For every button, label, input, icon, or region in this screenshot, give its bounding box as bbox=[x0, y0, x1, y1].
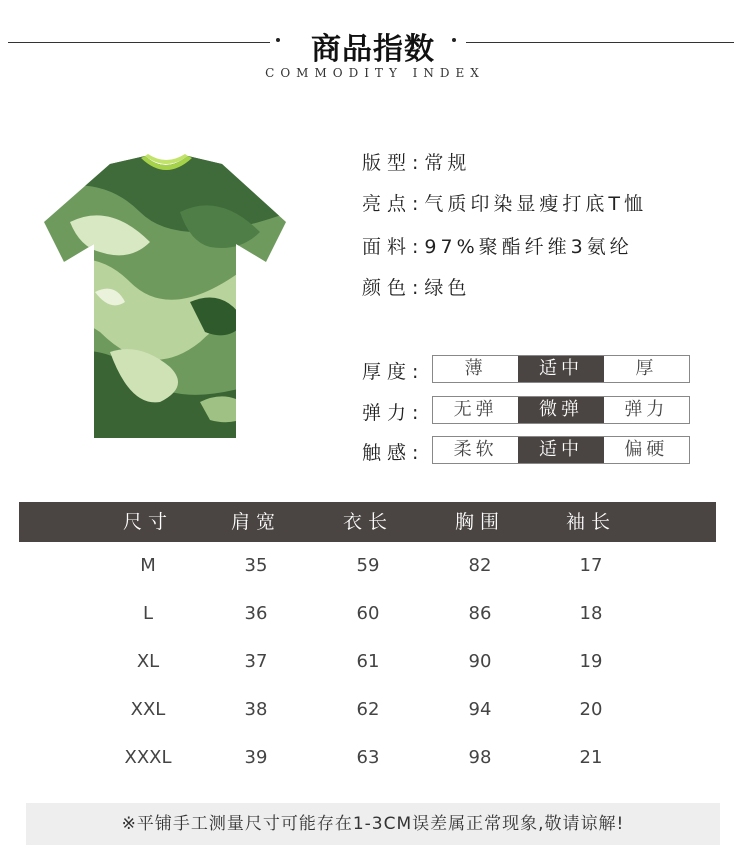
cell-sleeve: 17 bbox=[579, 555, 603, 576]
info-fit bbox=[362, 148, 470, 175]
cell-length: 61 bbox=[356, 651, 380, 672]
info-color-label: 颜色: bbox=[362, 277, 425, 299]
scale-option: 偏硬 bbox=[624, 439, 669, 460]
header-size: 尺寸 bbox=[122, 511, 173, 533]
cell-length: 63 bbox=[356, 747, 380, 768]
scale-thickness-options bbox=[432, 355, 690, 383]
cell-chest: 86 bbox=[468, 603, 492, 624]
cell-size: XL bbox=[136, 651, 160, 672]
header-dot-left bbox=[276, 38, 280, 42]
scale-thickness-label: 厚度: bbox=[362, 361, 425, 383]
product-image bbox=[40, 152, 290, 444]
cell-chest: 82 bbox=[468, 555, 492, 576]
header-length: 衣长 bbox=[342, 511, 393, 533]
info-fit-value: 常规 bbox=[424, 152, 471, 174]
table-row bbox=[19, 590, 716, 638]
info-highlight bbox=[362, 189, 647, 216]
scale-option: 无弹 bbox=[453, 399, 498, 420]
table-row bbox=[19, 686, 716, 734]
cell-size: L bbox=[142, 603, 154, 624]
scale-option-selected: 微弹 bbox=[518, 397, 603, 423]
cell-sleeve: 19 bbox=[579, 651, 603, 672]
size-table-header bbox=[19, 502, 716, 542]
table-row bbox=[19, 542, 716, 590]
cell-shoulder: 38 bbox=[244, 699, 268, 720]
scale-option-selected: 适中 bbox=[518, 437, 603, 463]
size-table bbox=[19, 502, 716, 782]
info-color bbox=[362, 273, 470, 300]
info-fabric-label: 面料: bbox=[362, 236, 425, 258]
cell-length: 60 bbox=[356, 603, 380, 624]
page-title: 商品指数 bbox=[311, 32, 435, 67]
cell-shoulder: 36 bbox=[244, 603, 268, 624]
cell-sleeve: 20 bbox=[579, 699, 603, 720]
cell-shoulder: 37 bbox=[244, 651, 268, 672]
table-row bbox=[19, 734, 716, 782]
scale-option: 柔软 bbox=[453, 439, 498, 460]
scale-option: 厚 bbox=[635, 358, 658, 379]
scale-elasticity-label: 弹力: bbox=[362, 402, 425, 424]
cell-size: M bbox=[140, 555, 156, 576]
scale-option: 弹力 bbox=[624, 399, 669, 420]
cell-size: XXL bbox=[130, 699, 166, 720]
info-fabric-value: 97%聚酯纤维3氨纶 bbox=[424, 236, 633, 258]
table-row bbox=[19, 638, 716, 686]
info-fit-label: 版型: bbox=[362, 152, 425, 174]
cell-sleeve: 18 bbox=[579, 603, 603, 624]
cell-shoulder: 39 bbox=[244, 747, 268, 768]
scale-touch-options bbox=[432, 436, 690, 464]
scale-option: 薄 bbox=[464, 358, 487, 379]
page-subtitle: COMMODITY INDEX bbox=[265, 66, 485, 80]
header-sleeve: 袖长 bbox=[565, 511, 616, 533]
cell-chest: 94 bbox=[468, 699, 492, 720]
scale-elasticity-options bbox=[432, 396, 690, 424]
info-highlight-value: 气质印染显瘦打底T恤 bbox=[424, 193, 648, 215]
header-divider-left bbox=[8, 42, 270, 43]
info-color-value: 绿色 bbox=[424, 277, 471, 299]
header-chest: 胸围 bbox=[454, 511, 505, 533]
cell-length: 59 bbox=[356, 555, 380, 576]
cell-size: XXXL bbox=[124, 747, 172, 768]
scale-option-selected: 适中 bbox=[518, 356, 603, 382]
header-dot-right bbox=[452, 38, 456, 42]
measurement-note: ※平铺手工测量尺寸可能存在1-3CM误差属正常现象,敬请谅解! bbox=[26, 803, 720, 845]
cell-sleeve: 21 bbox=[579, 747, 603, 768]
cell-chest: 98 bbox=[468, 747, 492, 768]
header-shoulder: 肩宽 bbox=[230, 511, 281, 533]
scale-touch-label: 触感: bbox=[362, 442, 425, 464]
cell-chest: 90 bbox=[468, 651, 492, 672]
cell-length: 62 bbox=[356, 699, 380, 720]
header-divider-right bbox=[466, 42, 734, 43]
cell-shoulder: 35 bbox=[244, 555, 268, 576]
info-highlight-label: 亮点: bbox=[362, 193, 425, 215]
info-fabric bbox=[362, 232, 633, 259]
